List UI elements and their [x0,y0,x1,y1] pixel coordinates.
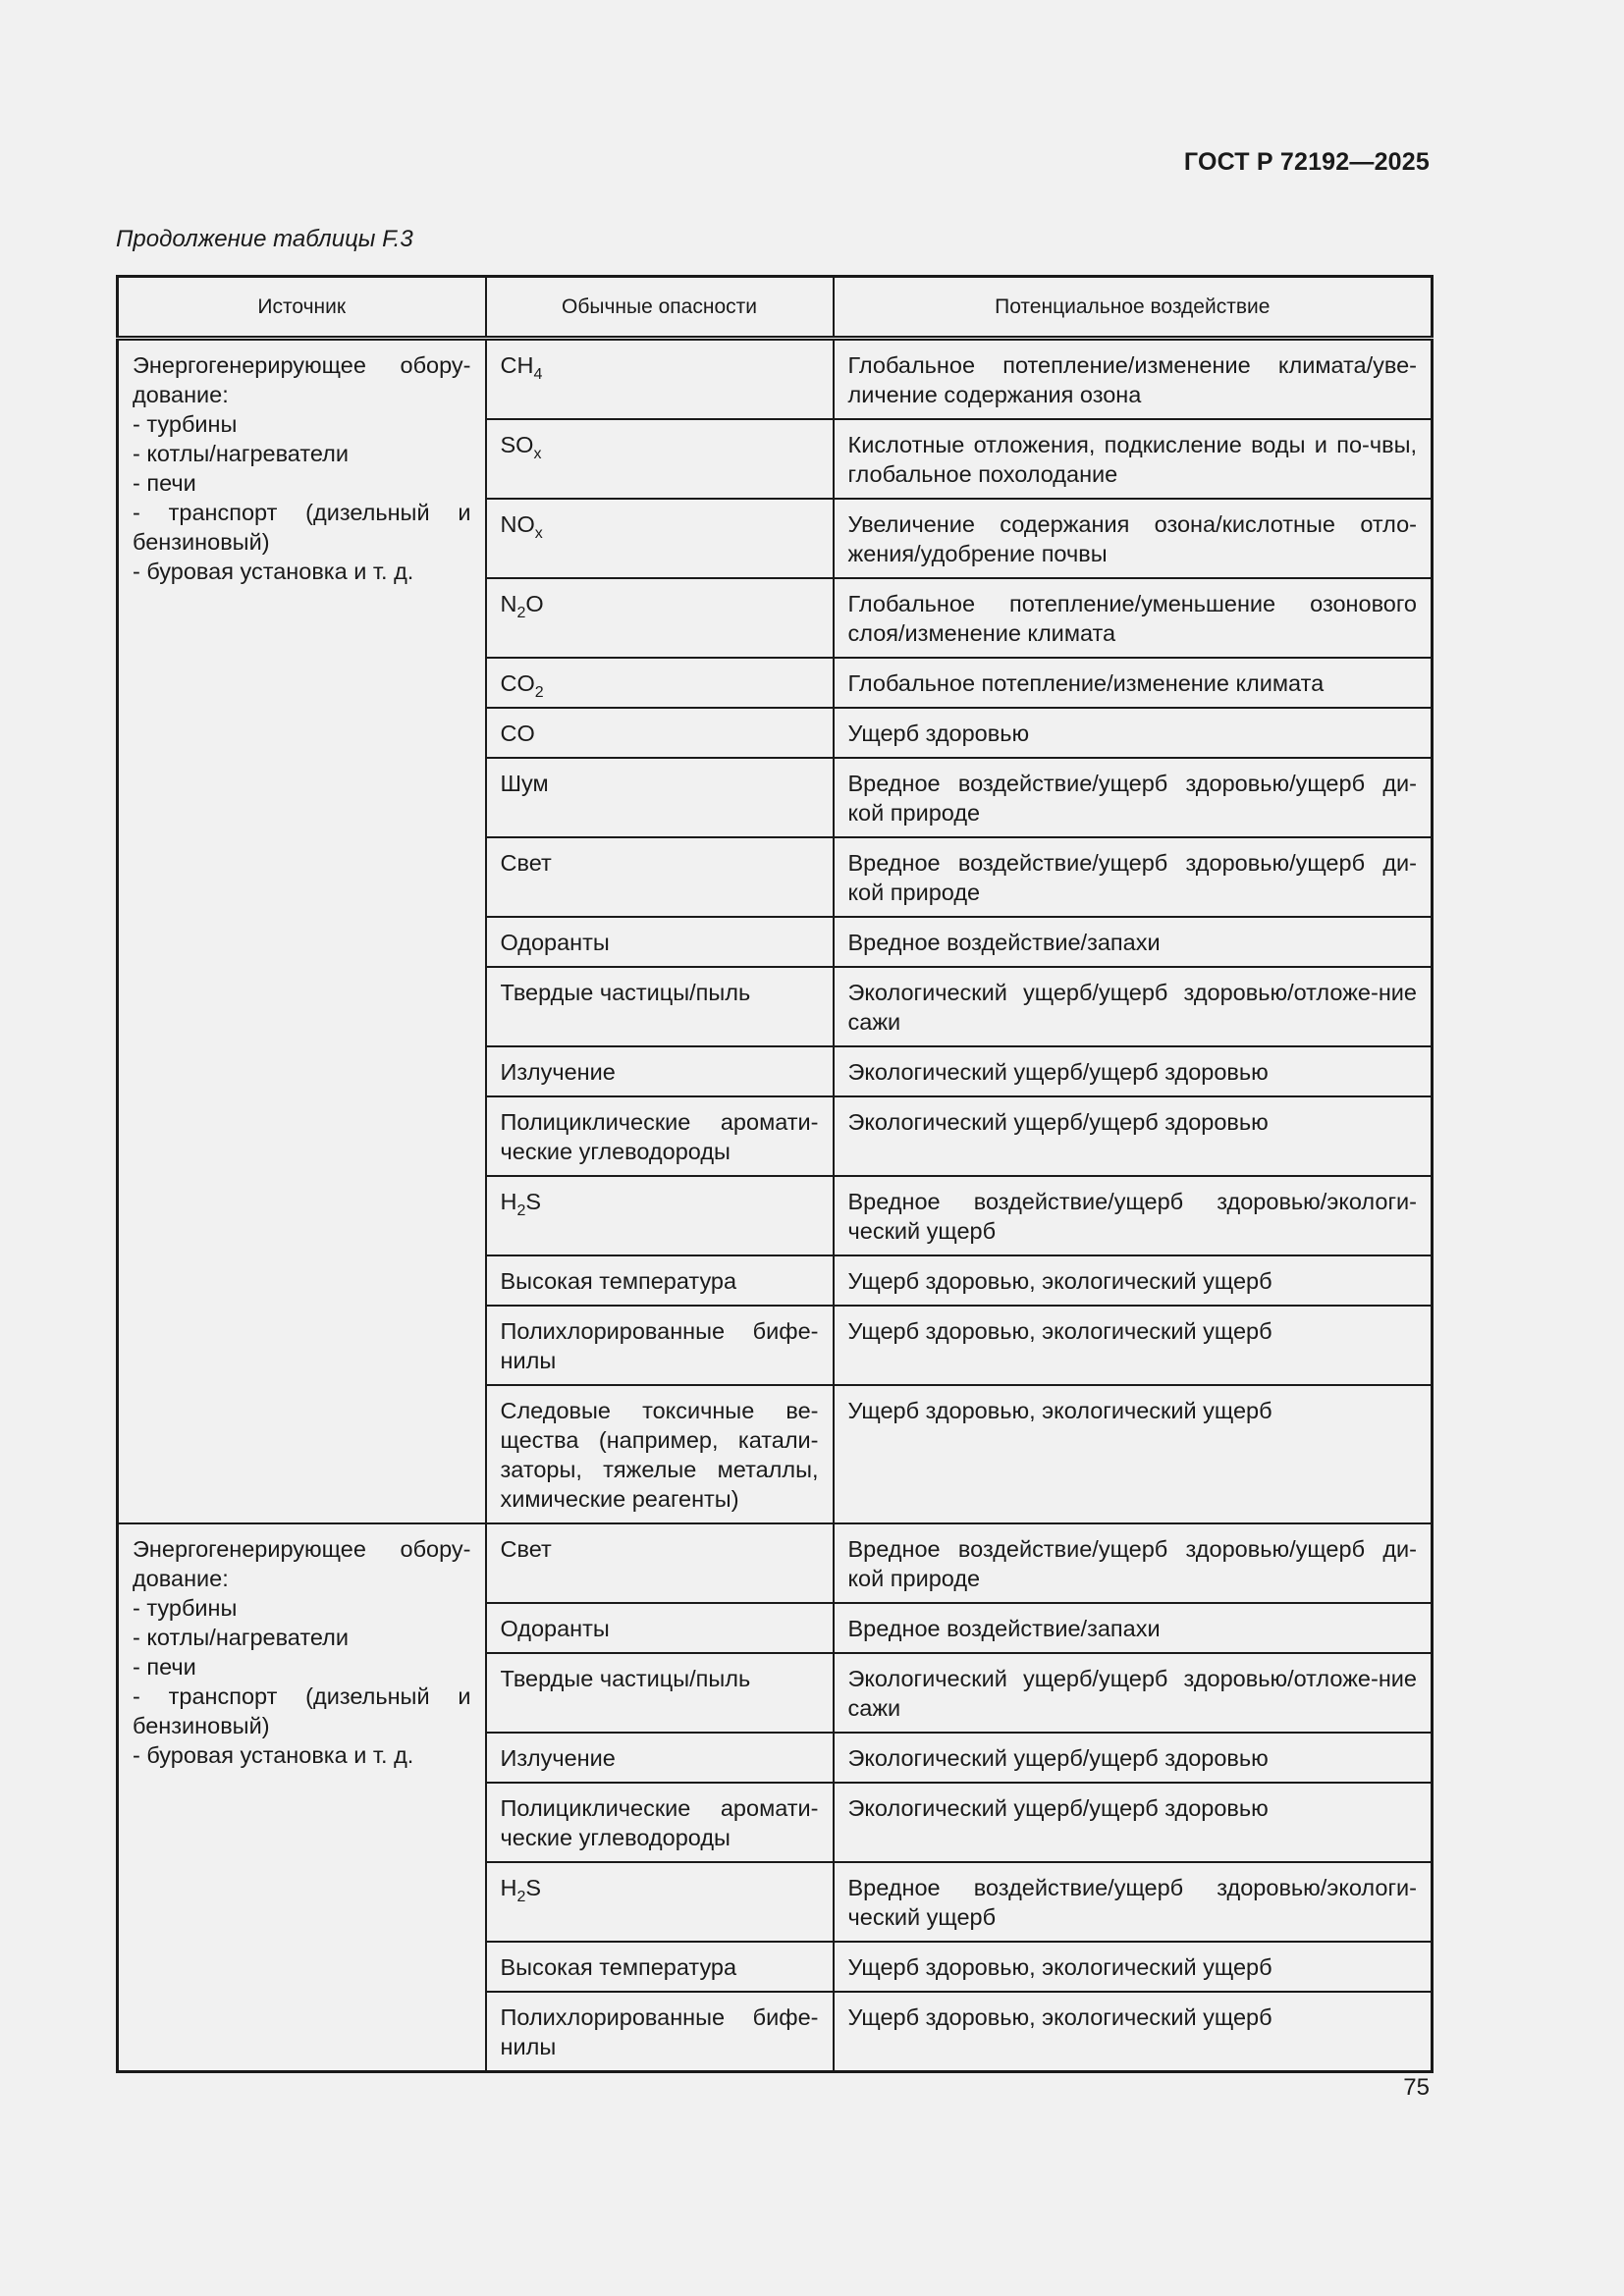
hazard-text: Полихлорированные бифе-нилы [500,2004,819,2059]
source-title: Энергогенерирующее обору-дование: [133,1536,471,1591]
hazard-tail: O [525,591,544,616]
source-item: - буровая установка и т. д. [133,559,414,584]
hazard-text: Высокая температура [500,1954,737,1980]
hazard-text: CH [500,352,534,378]
hazard-cell [486,837,834,917]
impact-cell: Вредное воздействие/запахи [834,917,1433,967]
page-number: 75 [1403,2074,1430,2101]
source-item: - котлы/нагреватели [133,441,349,466]
source-title: Энергогенерирующее обору-дование: [133,352,471,407]
source-item: - турбины [133,411,238,437]
hazard-cell [486,1306,834,1385]
hazard-cell [486,1653,834,1733]
hazard-cell [486,339,834,420]
hazard-text: N [500,591,517,616]
impact-cell: Увеличение содержания озона/кислотные отло-жения/удобрение почвы [834,499,1433,578]
source-cell [118,1523,486,2072]
hazard-cell [486,1942,834,1992]
hazard-cell [486,1523,834,1603]
hazard-cell [486,1733,834,1783]
impact-cell: Ущерб здоровью, экологический ущерб [834,1385,1433,1523]
hazard-text: Высокая температура [500,1268,737,1294]
impact-cell: Экологический ущерб/ущерб здоровью/отложе-ние сажи [834,967,1433,1046]
table-body [118,339,1433,2072]
hazard-text: Одоранты [500,1616,610,1641]
impact-cell: Экологический ущерб/ущерб здоровью [834,1046,1433,1096]
hazard-cell [486,917,834,967]
hazard-subscript: 2 [534,684,544,701]
table-row [118,1523,1433,1603]
impact-cell: Вредное воздействие/ущерб здоровью/ущерб ди-кой природе [834,758,1433,837]
hazard-cell [486,419,834,499]
impact-cell: Вредное воздействие/ущерб здоровью/экологи-ческий ущерб [834,1862,1433,1942]
hazard-text: Шум [500,771,549,796]
hazard-cell [486,1862,834,1942]
hazard-text: Полихлорированные бифе-нилы [500,1318,819,1373]
impact-cell: Ущерб здоровью, экологический ущерб [834,1306,1433,1385]
hazard-text: Излучение [500,1745,616,1771]
hazard-text: CO [500,721,535,746]
hazard-text: Свет [500,1536,552,1562]
hazard-cell [486,1992,834,2072]
hazard-text: Следовые токсичные ве-щества (например, катали-заторы, тяжелые металлы, химические реагенты) [500,1398,819,1512]
hazard-subscript: 2 [516,1202,526,1219]
hazard-text: H [500,1189,517,1214]
table-header-row [118,277,1433,339]
hazard-cell [486,578,834,658]
hazard-text: Твердые частицы/пыль [500,980,751,1005]
table-row [118,339,1433,420]
hazard-cell [486,1255,834,1306]
impact-cell: Глобальное потепление/уменьшение озонового слоя/изменение климата [834,578,1433,658]
column-header-source: Источник [118,277,486,339]
hazard-text: Одоранты [500,930,610,955]
hazard-cell [486,1096,834,1176]
hazard-subscript: x [534,525,543,542]
impact-cell: Ущерб здоровью [834,708,1433,758]
source-item: - транспорт (дизельный и бензиновый) [133,1683,471,1738]
impact-cell: Ущерб здоровью, экологический ущерб [834,1942,1433,1992]
column-header-impact: Потенциальное воздействие [834,277,1433,339]
hazard-cell [486,499,834,578]
impact-cell: Глобальное потепление/изменение климата [834,658,1433,708]
hazard-text: Полициклические аромати-ческие углеводороды [500,1795,819,1850]
hazard-subscript: 2 [516,1889,526,1905]
hazard-cell [486,658,834,708]
impact-cell: Экологический ущерб/ущерб здоровью [834,1096,1433,1176]
hazard-text: Твердые частицы/пыль [500,1666,751,1691]
hazard-cell [486,1046,834,1096]
impact-cell: Экологический ущерб/ущерб здоровью/отложе-ние сажи [834,1653,1433,1733]
hazard-text: NO [500,511,535,537]
impact-cell: Вредное воздействие/запахи [834,1603,1433,1653]
hazard-cell [486,1783,834,1862]
hazard-subscript: 2 [516,605,526,621]
impact-cell: Ущерб здоровью, экологический ущерб [834,1255,1433,1306]
hazard-text: H [500,1875,517,1900]
impact-cell: Глобальное потепление/изменение климата/уве-личение содержания озона [834,339,1433,420]
hazard-tail: S [525,1189,542,1214]
hazard-text: SO [500,432,534,457]
hazard-text: Свет [500,850,552,876]
hazard-cell [486,1385,834,1523]
hazard-text: Излучение [500,1059,616,1085]
impact-cell: Вредное воздействие/ущерб здоровью/ущерб ди-кой природе [834,837,1433,917]
source-item: - транспорт (дизельный и бензиновый) [133,500,471,555]
hazards-table [116,275,1434,2073]
hazard-cell [486,758,834,837]
source-cell [118,339,486,1524]
source-item: - котлы/нагреватели [133,1625,349,1650]
standard-header: ГОСТ Р 72192—2025 [1183,148,1430,176]
impact-cell: Вредное воздействие/ущерб здоровью/экологи-ческий ущерб [834,1176,1433,1255]
hazard-cell [486,967,834,1046]
table-caption: Продолжение таблицы F.3 [116,226,413,252]
impact-cell: Экологический ущерб/ущерб здоровью [834,1733,1433,1783]
hazard-text: CO [500,670,535,696]
hazard-cell [486,1603,834,1653]
impact-cell: Экологический ущерб/ущерб здоровью [834,1783,1433,1862]
hazard-tail: S [525,1875,542,1900]
hazard-cell [486,708,834,758]
source-item: - буровая установка и т. д. [133,1742,414,1768]
impact-cell: Ущерб здоровью, экологический ущерб [834,1992,1433,2072]
impact-cell: Кислотные отложения, подкисление воды и по-чвы, глобальное похолодание [834,419,1433,499]
hazard-cell [486,1176,834,1255]
source-item: - турбины [133,1595,238,1621]
source-item: - печи [133,1654,196,1680]
impact-cell: Вредное воздействие/ущерб здоровью/ущерб ди-кой природе [834,1523,1433,1603]
hazard-text: Полициклические аромати-ческие углеводороды [500,1109,819,1164]
hazard-subscript: x [533,446,542,462]
hazard-subscript: 4 [533,366,543,383]
source-item: - печи [133,470,196,496]
column-header-hazards: Обычные опасности [486,277,834,339]
